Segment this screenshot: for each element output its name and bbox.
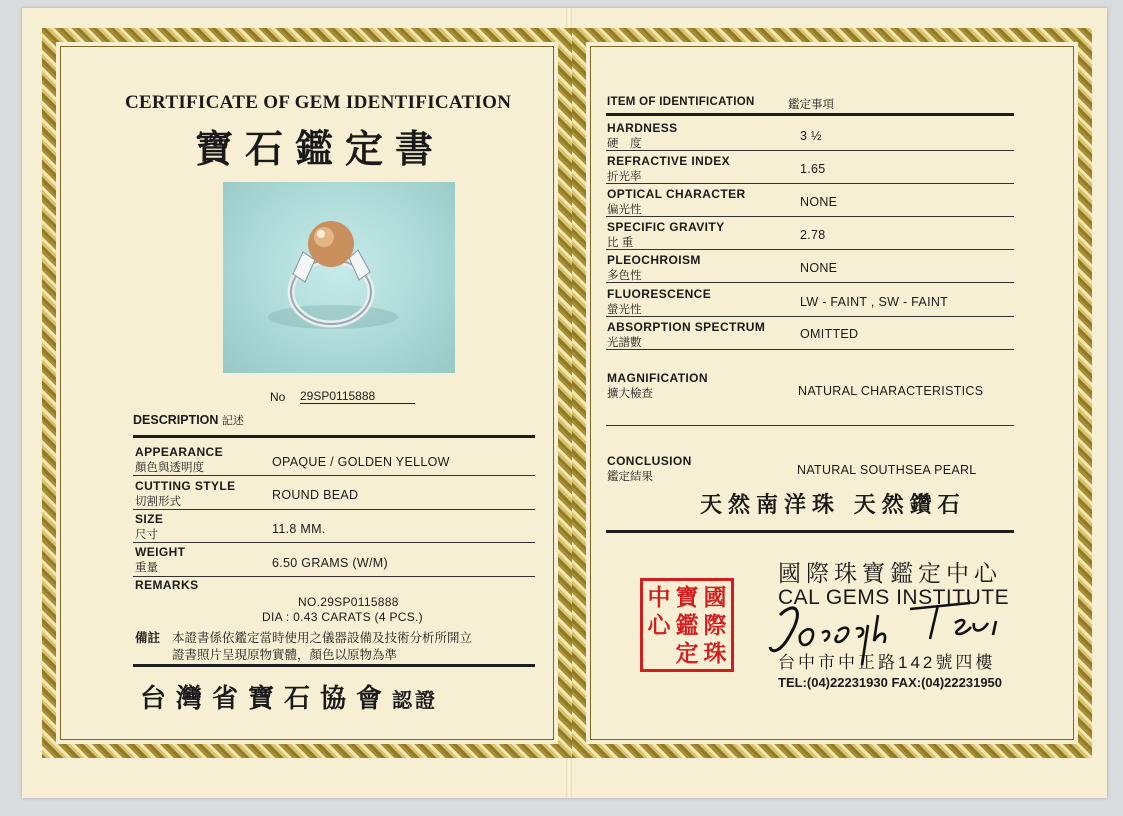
certificate-title-chinese: 寶石鑑定書 — [195, 126, 446, 171]
refractive-index-value: 1.65 — [800, 162, 826, 176]
size-value: 11.8 MM. — [272, 522, 326, 536]
row-divider — [606, 249, 1014, 250]
weight-value: 6.50 GRAMS (W/M) — [272, 556, 388, 570]
item-header-rule — [606, 113, 1014, 116]
hardness-label-cn: 硬 度 — [607, 138, 642, 150]
refractive-index-label-cn: 折光率 — [607, 171, 642, 183]
specific-gravity-label-cn: 比 重 — [607, 237, 634, 249]
hardness-value: 3 ½ — [800, 129, 822, 143]
specific-gravity-label: SPECIFIC GRAVITY — [607, 220, 725, 234]
institute-name: CAL GEMS INSTITUTE — [778, 586, 1010, 609]
specific-gravity-value: 2.78 — [800, 228, 826, 242]
fluorescence-label: FLUORESCENCE — [607, 287, 712, 301]
association-name: 台灣省寶石協會認證 — [140, 684, 439, 714]
fluorescence-label-cn: 螢光性 — [607, 304, 642, 316]
magnification-value: NATURAL CHARACTERISTICS — [798, 384, 984, 398]
magnification-label: MAGNIFICATION — [607, 371, 708, 385]
item-header-cn: 鑑定事項 — [788, 99, 834, 111]
weight-label-cn: 重量 — [135, 562, 158, 574]
size-label-cn: 尺寸 — [135, 529, 158, 541]
weight-label: WEIGHT — [135, 545, 186, 559]
certificate-title: CERTIFICATE OF GEM IDENTIFICATION — [125, 92, 512, 113]
ring-photo — [223, 182, 455, 373]
item-header: ITEM OF IDENTIFICATION — [607, 96, 755, 108]
conclusion-label: CONCLUSION — [607, 454, 692, 468]
certificate-number: 29SP0115888 — [300, 389, 415, 404]
pearl-ring-image — [223, 182, 455, 373]
cutting-style-label: CUTTING STYLE — [135, 479, 236, 493]
optical-character-value: NONE — [800, 195, 838, 209]
pleochroism-label: PLEOCHROISM — [607, 253, 701, 267]
notes-rule — [133, 664, 535, 667]
row-divider — [133, 509, 535, 510]
hardness-label: HARDNESS — [607, 121, 678, 135]
absorption-spectrum-label-cn: 光譜數 — [607, 337, 642, 349]
conclusion-rule — [606, 530, 1014, 533]
remarks-label: REMARKS — [135, 578, 199, 592]
refractive-index-label: REFRACTIVE INDEX — [607, 154, 731, 168]
row-divider — [606, 216, 1014, 217]
absorption-spectrum-label: ABSORPTION SPECTRUM — [607, 320, 766, 334]
row-divider — [606, 316, 1014, 317]
appearance-value: OPAQUE / GOLDEN YELLOW — [272, 455, 450, 469]
cutting-style-label-cn: 切割形式 — [135, 496, 181, 508]
remarks-line-2: DIA : 0.43 CARATS (4 PCS.) — [262, 610, 423, 624]
number-label: No — [270, 390, 286, 404]
row-divider — [606, 282, 1014, 283]
optical-character-label: OPTICAL CHARACTER — [607, 187, 746, 201]
institute-contact: TEL:(04)22231930 FAX:(04)22231950 — [778, 675, 1003, 690]
appearance-label: APPEARANCE — [135, 445, 224, 459]
cutting-style-value: ROUND BEAD — [272, 488, 359, 502]
appearance-label-cn: 顏色與透明度 — [135, 462, 204, 474]
description-heading: DESCRIPTION 記述 — [133, 413, 244, 427]
red-seal-stamp: 中 寶 國 心 鑑 際 定 珠 — [640, 578, 734, 672]
row-divider — [606, 425, 1014, 426]
row-divider — [133, 542, 535, 543]
description-rule — [133, 435, 535, 438]
conclusion-label-cn: 鑑定結果 — [607, 471, 653, 483]
row-divider — [606, 349, 1014, 350]
row-divider — [133, 576, 535, 577]
pleochroism-label-cn: 多色性 — [607, 270, 642, 282]
institute-name-cn: 國際珠寶鑑定中心 — [778, 560, 1002, 586]
row-divider — [606, 183, 1014, 184]
magnification-label-cn: 擴大檢查 — [607, 388, 653, 400]
note-line-1: 本證書係依鑑定當時使用之儀器設備及技術分析所開立 — [172, 631, 473, 645]
note-line-2: 證書照片呈現原物實體，顏色以原物為準 — [172, 648, 398, 662]
note-label: 備註 — [135, 631, 161, 645]
optical-character-label-cn: 偏光性 — [607, 204, 642, 216]
absorption-spectrum-value: OMITTED — [800, 327, 859, 341]
pleochroism-value: NONE — [800, 261, 838, 275]
remarks-line-1: NO.29SP0115888 — [298, 595, 399, 609]
row-divider — [606, 150, 1014, 151]
conclusion-value: NATURAL SOUTHSEA PEARL — [797, 463, 977, 477]
institute-address: 台中市中正路142號四樓 — [778, 653, 996, 672]
size-label: SIZE — [135, 512, 164, 526]
conclusion-value-cn: 天然南洋珠 天然鑽石 — [700, 492, 966, 518]
fluorescence-value: LW - FAINT , SW - FAINT — [800, 295, 949, 309]
row-divider — [133, 475, 535, 476]
